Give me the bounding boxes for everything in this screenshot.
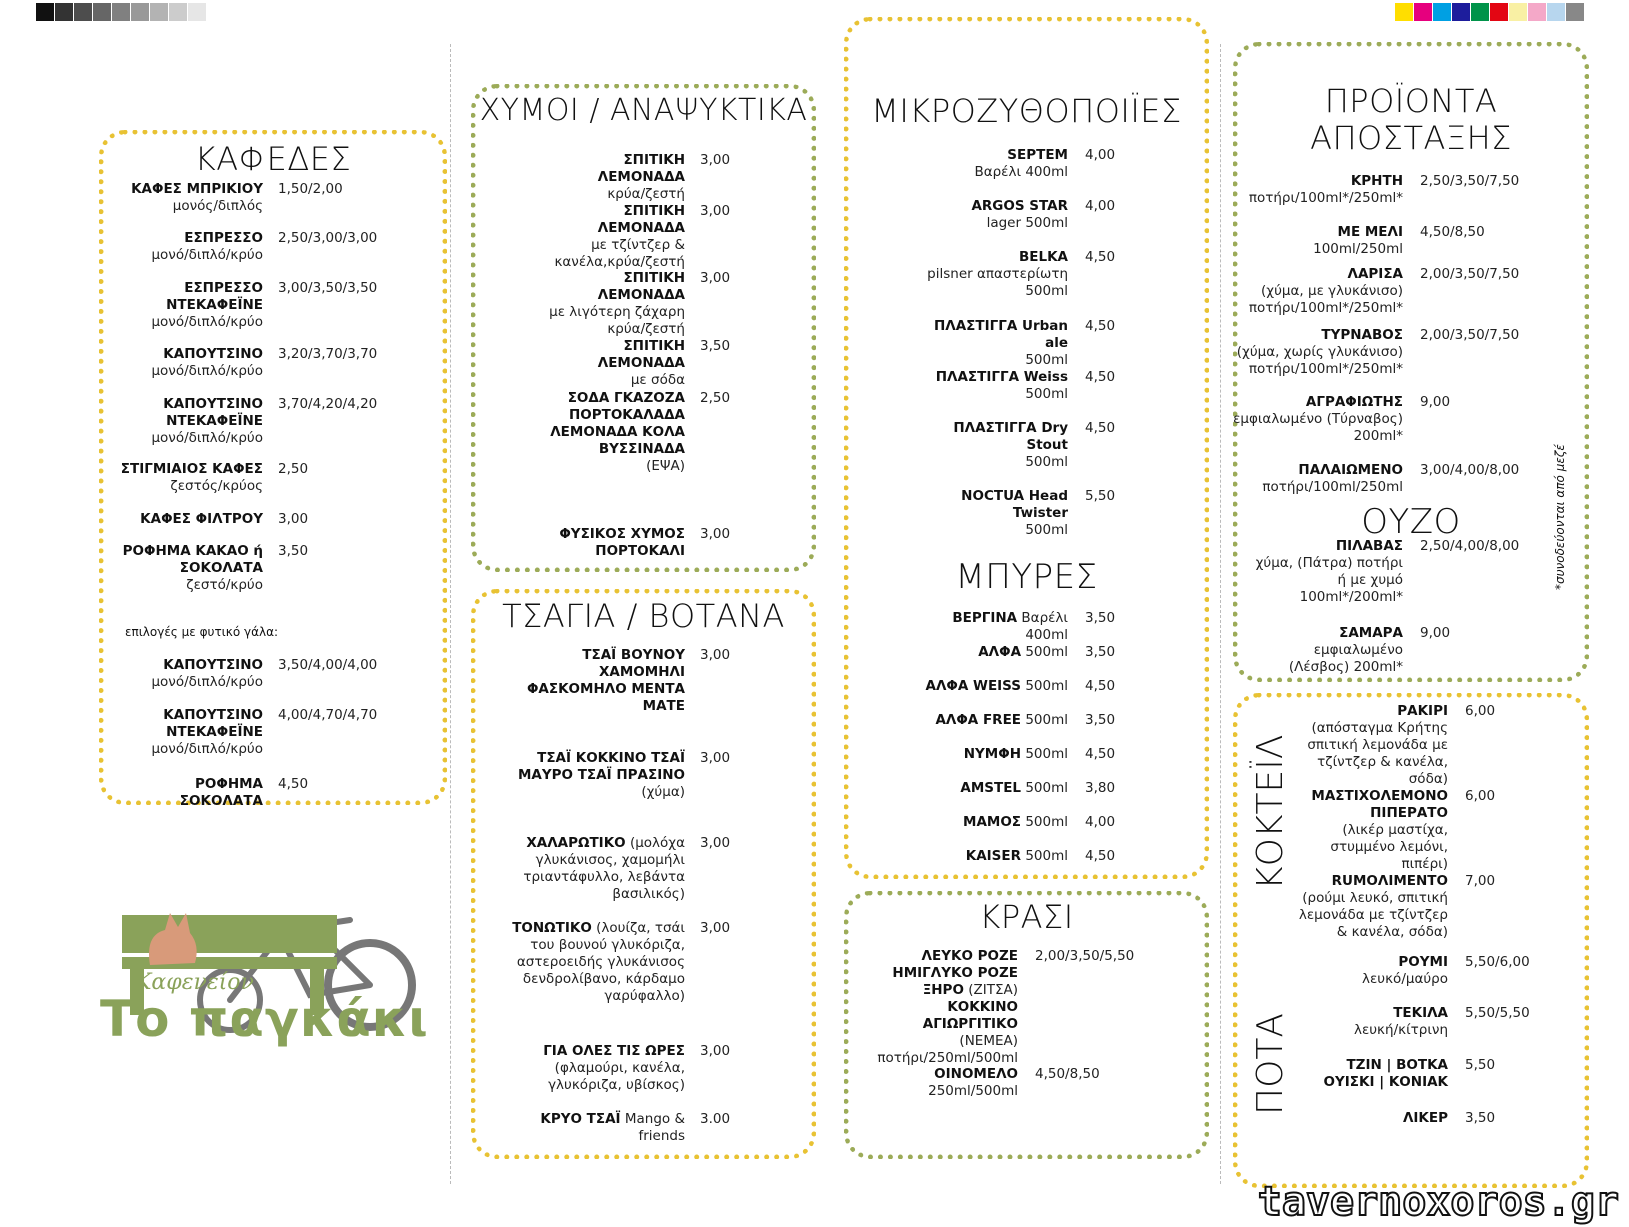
item-price: 4,00/4,70/4,70 <box>278 707 378 723</box>
item-origin: (ΖΙΤΣΑ) <box>963 982 1018 998</box>
item-price: 3,00 <box>700 152 731 168</box>
item-description: μονός/διπλός <box>172 198 263 214</box>
item-description: 250ml/500ml <box>928 1083 1018 1099</box>
item-price: 3,00 <box>278 511 309 527</box>
item-name: ΤΖΙΝ | ΒΟΤΚΑ ΟΥΙΣΚΙ | ΚΟΝΙΑΚ <box>1323 1057 1448 1090</box>
column-divider <box>1220 44 1221 1184</box>
item-name: ΚΡΗΤΗ <box>1350 173 1403 189</box>
item-description: με τζίντζερ & κανέλα,κρύα/ζεστή <box>554 237 685 270</box>
item-name: ΣΠΙΤΙΚΗ ΛΕΜΟΝΑΔΑ <box>597 338 685 371</box>
item-description: (μολόχα γλυκάνισος, χαμομήλι τριαντάφυλλο, λεβάντα βασιλικός) <box>523 835 685 902</box>
item-name: ΕΣΠΡΕΣΣΟ ΝΤΕΚΑΦΕΪΝΕ <box>166 280 263 313</box>
item-name: ΕΣΠΡΕΣΣΟ <box>184 230 263 246</box>
item-name: ΛΕΥΚΟ ΡΟΖΕ ΗΜΙΓΛΥΚΟ ΡΟΖΕ ΞΗΡΟ <box>892 948 1018 998</box>
item-description: Mango & friends <box>624 1111 685 1144</box>
item-name: ΚΡΥΟ ΤΣΑΪ <box>540 1111 621 1127</box>
color-swatch <box>55 3 74 21</box>
item-description: ποτήρι/100ml/250ml <box>1262 479 1403 495</box>
item-name: ΜΑΜΟΣ <box>963 814 1022 830</box>
item-description: pilsner απαστερίωτη 500ml <box>927 266 1068 299</box>
item-description: (απόσταγμα Κρήτης σπιτική λεμονάδα με τζίντζερ & κανέλα, σόδα) <box>1307 720 1448 787</box>
item-price: 2,00/3,50/7,50 <box>1420 327 1520 343</box>
item-name: ΣΑΜΑΡΑ <box>1339 625 1403 641</box>
item-name: ΑΛΦΑ WEISS <box>925 678 1022 694</box>
item-description: μονό/διπλό/κρύο <box>151 314 263 330</box>
color-swatch <box>1490 3 1509 21</box>
item-description: 500ml <box>1025 678 1068 694</box>
item-description: 500ml <box>1025 780 1068 796</box>
column-divider <box>450 44 451 1184</box>
item-description: με σόδα <box>630 372 685 388</box>
item-name: ΠΛΑΣΤΙΓΓΑ Dry Stout <box>953 420 1068 453</box>
item-description: 500ml <box>1025 454 1068 470</box>
item-price: 2,50/3,50/7,50 <box>1420 173 1520 189</box>
item-price: 3,50/4,00/4,00 <box>278 657 378 673</box>
item-name: ΚΑΠΟΥΤΣΙΝΟ ΝΤΕΚΑΦΕΪΝΕ <box>163 396 263 429</box>
item-price: 3,50 <box>1465 1110 1496 1126</box>
item-name: ΑΓΡΑΦΙΩΤΗΣ <box>1305 394 1403 410</box>
beers-title: ΜΠΥΡΕΣ <box>955 557 1098 597</box>
item-description: ζεστό/κρύο <box>186 577 263 593</box>
item-name: RUMOΛΙΜΕΝΤΟ <box>1331 873 1448 889</box>
item-name: KAISER <box>965 848 1022 864</box>
color-swatch <box>1414 3 1433 21</box>
logo-subtitle: Καφενείον <box>135 970 254 995</box>
color-swatch <box>150 3 169 21</box>
item-price: 5,50 <box>1465 1057 1496 1073</box>
item-name: BELKA <box>1018 249 1068 265</box>
item-price: 4,50/8,50 <box>1035 1066 1100 1082</box>
item-price: 3,00 <box>700 750 731 766</box>
item-description: 500ml <box>1025 746 1068 762</box>
item-description: 100ml/250ml <box>1313 241 1403 257</box>
item-price: 3,80 <box>1085 780 1116 796</box>
item-name: ΣΠΙΤΙΚΗ ΛΕΜΟΝΑΔΑ <box>597 152 685 185</box>
color-swatch <box>1566 3 1585 21</box>
item-description: με λιγότερη ζάχαρη κρύα/ζεστή <box>549 304 685 337</box>
item-description: (λουίζα, τσάι του βουνού γλυκόριζα, αστεροειδής γλυκάνισος δενδρολίβανο, κάρδαμο γαρύφαλλο) <box>516 920 685 1004</box>
item-price: 1,50/2,00 <box>278 181 343 197</box>
item-name: ΟΙΝΟΜΕΛΟ <box>934 1066 1018 1082</box>
site-watermark: tavernoxoros.gr <box>1257 1179 1619 1225</box>
item-price: 3,00 <box>700 920 731 936</box>
item-description: ζεστός/κρύος <box>170 478 263 494</box>
item-description: ποτήρι/100ml*/250ml* <box>1248 190 1403 206</box>
item-description: χύμα, (Πάτρα) ποτήρι ή με χυμό 100ml*/200ml* <box>1255 555 1403 605</box>
item-price: 5,50/6,00 <box>1465 954 1530 970</box>
item-name: ΠΑΛΑΙΩΜΕΝΟ <box>1298 462 1403 478</box>
item-price: 5,50/5,50 <box>1465 1005 1530 1021</box>
item-price: 3,00 <box>700 526 731 542</box>
item-description: 500ml <box>1025 522 1068 538</box>
item-name: ΠΙΛΑΒΑΣ <box>1335 538 1403 554</box>
item-price: 3,50 <box>1085 610 1116 626</box>
color-swatch <box>188 3 207 21</box>
item-description: 500ml <box>1025 712 1068 728</box>
juices-title: ΧΥΜΟΙ / ΑΝΑΨΥΚΤΙΚΑ <box>479 93 808 128</box>
item-description: 500ml <box>1025 814 1068 830</box>
item-description: κρύα/ζεστή <box>607 186 685 202</box>
item-price: 5,50 <box>1085 488 1116 504</box>
item-price: 2,00/3,50/5,50 <box>1035 948 1135 964</box>
item-description: lager 500ml <box>986 215 1068 231</box>
item-price: 3,50 <box>278 543 309 559</box>
item-name: ΜΕ ΜΕΛΙ <box>1337 224 1403 240</box>
item-description: 500ml <box>1025 644 1068 660</box>
color-swatch <box>1433 3 1452 21</box>
cafe-logo <box>100 905 429 1085</box>
item-name: ΤΣΑΪ ΚΟΚΚΙΝΟ ΤΣΑΪ ΜΑΥΡΟ ΤΣΑΪ ΠΡΑΣΙΝΟ <box>518 750 685 783</box>
item-price: 2,00/3,50/7,50 <box>1420 266 1520 282</box>
color-swatch <box>36 3 55 21</box>
color-swatch <box>1471 3 1490 21</box>
color-swatch <box>1395 3 1414 21</box>
item-description: (ρούμι λευκό, σπιτική λεμονάδα με τζίντζερ & κανέλα, σόδα) <box>1298 890 1448 940</box>
item-name: ΣΤΙΓΜΙΑΙΟΣ ΚΑΦΕΣ <box>120 461 263 477</box>
item-price: 4,00 <box>1085 814 1116 830</box>
microbrewery-title: ΜΙΚΡΟΖΥΘΟΠΟΙΪΕΣ <box>871 92 1182 130</box>
item-name: AMSTEL <box>960 780 1022 796</box>
item-price: 3,70/4,20/4,20 <box>278 396 378 412</box>
item-description: εμφιαλωμένο (Τύρναβος) 200ml* <box>1233 411 1403 444</box>
item-price: 3,00 <box>700 835 731 851</box>
item-name: ΣΠΙΤΙΚΗ ΛΕΜΟΝΑΔΑ <box>597 203 685 236</box>
color-calibration-bar <box>1395 3 1585 21</box>
spirits-title-line2: ΑΠΟΣΤΑΞΗΣ <box>1310 119 1512 157</box>
coffee-title: ΚΑΦΕΔΕΣ <box>194 140 352 178</box>
plant-milk-note: επιλογές με φυτικό γάλα: <box>125 625 279 639</box>
drinks-title: ΠΟΤΑ <box>1250 1012 1291 1115</box>
item-price: 9,00 <box>1420 394 1451 410</box>
item-price: 3.00 <box>700 1111 731 1127</box>
item-price: 3,00 <box>700 1043 731 1059</box>
color-swatch <box>1452 3 1471 21</box>
item-name: ΑΛΦΑ <box>978 644 1022 660</box>
item-price: 4,50 <box>1085 369 1116 385</box>
color-swatch <box>1547 3 1566 21</box>
item-price: 2,50/3,00/3,00 <box>278 230 378 246</box>
item-description: 500ml <box>1025 352 1068 368</box>
item-name: ΠΛΑΣΤΙΓΓΑ Weiss <box>935 369 1068 385</box>
item-description: μονό/διπλό/κρύο <box>151 674 263 690</box>
item-name: ΑΛΦΑ FREE <box>935 712 1022 728</box>
item-name: ΓΙΑ ΟΛΕΣ ΤΙΣ ΩΡΕΣ <box>543 1043 685 1059</box>
color-swatch <box>74 3 93 21</box>
item-description: εμφιαλωμένο (Λέσβος) 200ml* <box>1288 642 1403 675</box>
item-price: 3,50 <box>700 338 731 354</box>
item-price: 6,00 <box>1465 788 1496 804</box>
item-description: 500ml <box>1025 848 1068 864</box>
ouzo-title: ΟΥΖΟ <box>1361 502 1461 542</box>
item-price: 3,00 <box>700 270 731 286</box>
item-description: λευκή/κίτρινη <box>1353 1022 1448 1038</box>
color-swatch <box>169 3 188 21</box>
item-price: 3,50 <box>1085 644 1116 660</box>
item-name: ΛΙΚΕΡ <box>1402 1110 1448 1126</box>
item-price: 3,00 <box>700 203 731 219</box>
side-note: *συνοδεύονται από μεζέ <box>1553 444 1567 590</box>
item-description: μονό/διπλό/κρύο <box>151 741 263 757</box>
item-name: NOCTUA Head Twister <box>961 488 1068 521</box>
logo-title: Το παγκάκι <box>100 990 429 1048</box>
item-name: ΣΟΔΑ ΓΚΑΖΟΖΑ ΠΟΡΤΟΚΑΛΑΔΑ ΛΕΜΟΝΑΔΑ ΚΟΛΑ ΒΥΣΣΙΝΑΔΑ <box>550 390 685 457</box>
item-name: ΤΣΑΪ ΒΟΥΝΟΥ ΧΑΜΟΜΗΛΙ ΦΑΣΚΟΜΗΛΟ ΜΕΝΤΑ ΜΑΤΕ <box>526 647 685 714</box>
item-price: 4,50 <box>1085 848 1116 864</box>
item-name: ΤΟΝΩΤΙΚΟ <box>512 920 592 936</box>
item-price: 4,50 <box>1085 318 1116 334</box>
item-name: SEPTEM <box>1007 147 1068 163</box>
item-description: μονό/διπλό/κρύο <box>151 363 263 379</box>
item-name: ΡΟΥΜΙ <box>1398 954 1448 970</box>
item-description: (ΕΨΑ) <box>646 458 685 474</box>
item-description: Βαρέλι 400ml <box>974 164 1068 180</box>
item-name: ΚΟΚΚΙΝΟ ΑΓΙΩΡΓΙΤΙΚΟ <box>922 999 1018 1032</box>
item-name: ARGOS STAR <box>971 198 1068 214</box>
item-description: (φλαμούρι, κανέλα, γλυκόριζα, υβίσκος) <box>548 1060 685 1093</box>
item-description: (χύμα) <box>641 784 685 800</box>
item-price: 3,50 <box>1085 712 1116 728</box>
item-description: (χύμα, με γλυκάνισο) ποτήρι/100ml*/250ml* <box>1248 283 1403 316</box>
item-name: ΦΥΣΙΚΟΣ ΧΥΜΟΣ ΠΟΡΤΟΚΑΛΙ <box>559 526 685 559</box>
item-description: Βαρέλι 400ml <box>1021 610 1068 643</box>
item-price: 4,50 <box>278 776 309 792</box>
item-description: 500ml <box>1025 386 1068 402</box>
wine-title: ΚΡΑΣΙ <box>979 898 1074 936</box>
item-name: ΚΑΠΟΥΤΣΙΝΟ <box>163 657 263 673</box>
item-description: λευκό/μαύρο <box>1362 971 1448 987</box>
item-price: 4,50 <box>1085 678 1116 694</box>
item-price: 3,00 <box>700 647 731 663</box>
item-name: ΤΥΡΝΑΒΟΣ <box>1321 327 1403 343</box>
item-description: μονό/διπλό/κρύο <box>151 430 263 446</box>
item-name: ΚΑΠΟΥΤΣΙΝΟ <box>163 346 263 362</box>
item-name: ΛΑΡΙΣΑ <box>1347 266 1403 282</box>
item-price: 4,00 <box>1085 147 1116 163</box>
item-name: ΚΑΦΕΣ ΜΠΡΙΚΙΟΥ <box>131 181 263 197</box>
item-name: ΚΑΠΟΥΤΣΙΝΟ ΝΤΕΚΑΦΕΪΝΕ <box>163 707 263 740</box>
item-price: 3,20/3,70/3,70 <box>278 346 378 362</box>
item-description: μονό/διπλό/κρύο <box>151 247 263 263</box>
item-price: 6,00 <box>1465 703 1496 719</box>
item-price: 4,50 <box>1085 746 1116 762</box>
item-price: 4,50/8,50 <box>1420 224 1485 240</box>
item-description: (χύμα, χωρίς γλυκάνισο) ποτήρι/100ml*/250ml* <box>1236 344 1403 377</box>
item-name: ΣΠΙΤΙΚΗ ΛΕΜΟΝΑΔΑ <box>597 270 685 303</box>
grayscale-calibration-bar <box>36 3 226 21</box>
item-price: 4,50 <box>1085 249 1116 265</box>
item-name: ΡΑΚΙΡΙ <box>1397 703 1448 719</box>
item-name: ΝΥΜΦΗ <box>963 746 1022 762</box>
color-swatch <box>1509 3 1528 21</box>
item-price: 3,00/4,00/8,00 <box>1420 462 1520 478</box>
item-name: ΚΑΦΕΣ ΦΙΛΤΡΟΥ <box>140 511 263 527</box>
color-swatch <box>93 3 112 21</box>
item-price: 2,50 <box>278 461 309 477</box>
spirits-title-line1: ΠΡΟΪΟΝΤΑ <box>1324 82 1498 120</box>
item-price: 4,50 <box>1085 420 1116 436</box>
item-price: 7,00 <box>1465 873 1496 889</box>
color-swatch <box>207 3 226 21</box>
color-swatch <box>1528 3 1547 21</box>
item-name: ΜΑΣΤΙΧΟΛΕΜΟΝΟ ΠΙΠΕΡΑΤΟ <box>1311 788 1448 821</box>
item-description: (λικέρ μαστίχα, στυμμένο λεμόνι, πιπέρι) <box>1330 822 1448 872</box>
item-price: 2,50/4,00/8,00 <box>1420 538 1520 554</box>
item-name: ΤΕΚΙΛΑ <box>1393 1005 1448 1021</box>
item-name: ΠΛΑΣΤΙΓΓΑ Urban ale <box>933 318 1068 351</box>
item-name: ΒΕΡΓΙΝΑ <box>952 610 1018 626</box>
item-name: ΡΟΦΗΜΑ ΣΟΚΟΛΑΤΑ <box>179 776 263 809</box>
item-price: 4,00 <box>1085 198 1116 214</box>
item-price: 9,00 <box>1420 625 1451 641</box>
color-swatch <box>131 3 150 21</box>
cocktails-title: ΚΟΚΤΕΪΛ <box>1250 734 1291 890</box>
item-name: ΡΟΦΗΜΑ ΚΑΚΑΟ ή ΣΟΚΟΛΑΤΑ <box>122 543 263 576</box>
item-name: ΧΑΛΑΡΩΤΙΚΟ <box>526 835 626 851</box>
item-price: 2,50 <box>700 390 731 406</box>
item-description: (ΝΕΜΕΑ) ποτήρι/250ml/500ml <box>877 1033 1018 1066</box>
item-price: 3,00/3,50/3,50 <box>278 280 378 296</box>
color-swatch <box>112 3 131 21</box>
teas-title: ΤΣΑΓΙΑ / ΒΟΤΑΝΑ <box>502 597 785 635</box>
